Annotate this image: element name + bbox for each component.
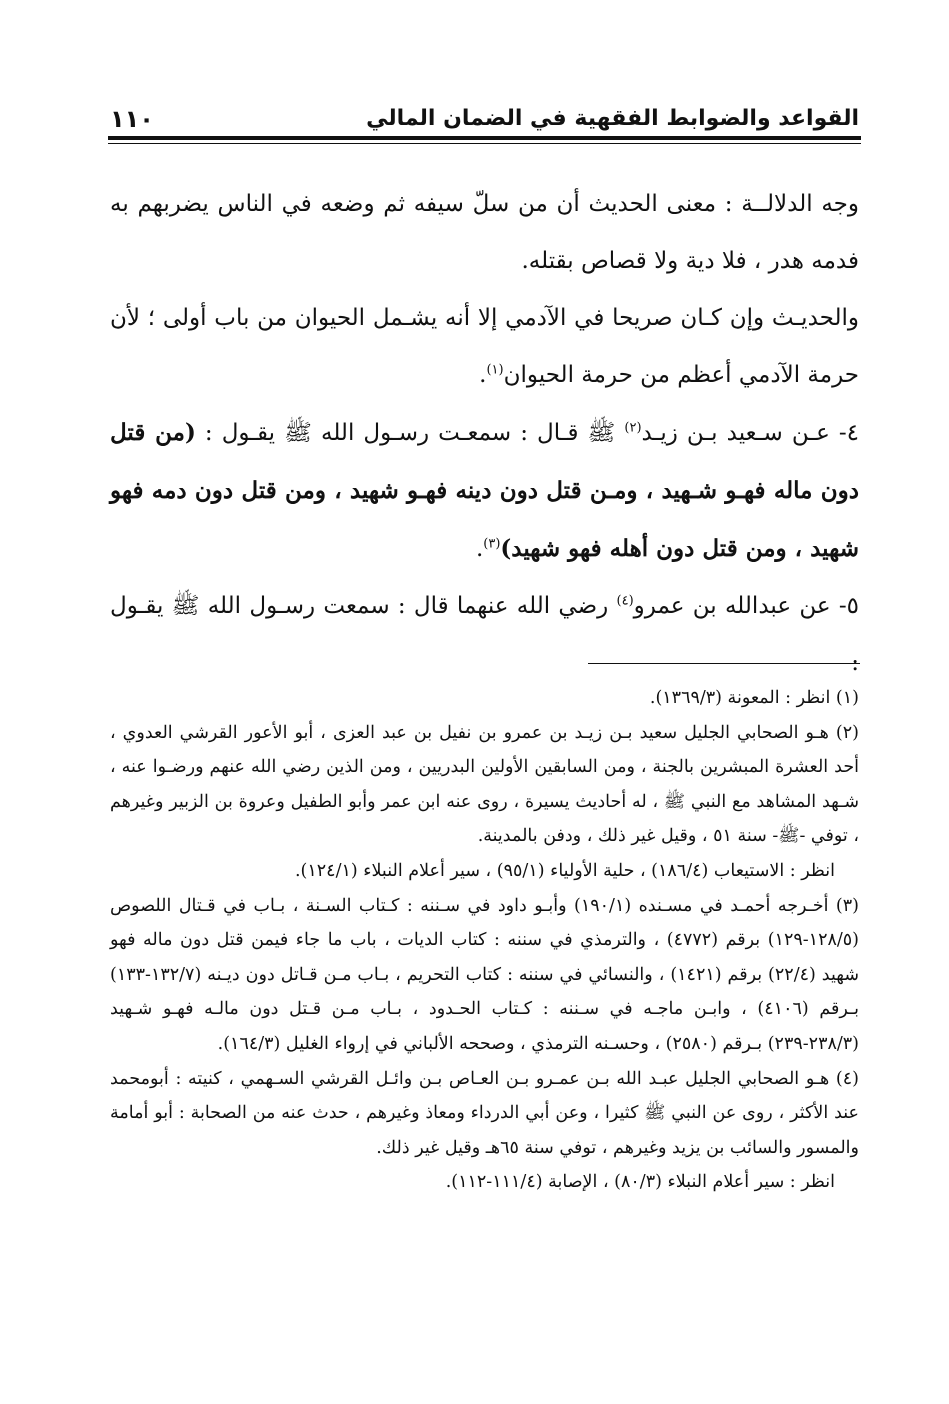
paragraph-evidence-text: وجه الدلالــة : معنى الحديث أن من سلّ سيفه ثم وضعه في الناس يضربهم به فدمه هدر ، فلا دية ولا قصاص بقتله. <box>110 191 859 274</box>
running-header <box>110 96 859 134</box>
paragraph-animals-end: . <box>479 362 487 388</box>
running-title: القواعد والضوابط الفقهية في الضمان المالي <box>366 106 859 131</box>
footnote-ref-1: (١) <box>486 362 504 378</box>
footnote-separator <box>588 663 860 664</box>
page-number: ١١٠ <box>110 105 154 133</box>
hadith-4-intro: ﷺ قـال : سمعـت رسـول الله ﷺ يقـول : <box>195 420 625 446</box>
footnote-ref-3: (٣) <box>483 536 501 552</box>
footnote-4-source: انظر : سير أعلام النبلاء (٨٠/٣) ، الإصابة (١١١/٤-١١٢). <box>445 1172 835 1193</box>
paragraph-animals-text: والحديـث وإن كـان صريحا في الآدمي إلا أنه يشـمل الحيوان من باب أولى ؛ لأن حرمة الآدمي أعظم من حرمة الحيوان <box>110 305 859 388</box>
paragraph-hadith-4 <box>110 404 859 578</box>
footnote-1: (١) انظر : المعونة (١٣٦٩/٣). <box>649 688 859 708</box>
header-rule-thin <box>108 143 861 144</box>
footnotes <box>110 681 859 1200</box>
hadith-4-text: (من قتل دون ماله فهـو شـهيد ، ومـن قتل دون دينه فهـو شهيد ، ومن قتل دون دمه فهو شهيد ، ومن قتل دون أهله فهو شهيد) <box>110 419 859 562</box>
footnote-ref-2: (٢) <box>624 420 642 436</box>
paragraph-animals <box>110 290 859 404</box>
hadith-4-narrator: ٤- عـن سـعيد بـن زيـد <box>641 420 859 446</box>
footnote-4: (٤) هـو الصحابي الجليل عبـد الله بـن عمـرو بـن العـاص بـن وائـل القرشي السـهمي ، كنيته : أبومحمد عند الأكثر ، روى عن النبي ﷺ كثيرا ، وعن أبي الدرداء ومعاذ وغيرهم ، حدث عنه من الصحابة : أبو أمامة والمسور والسائب بن يزيد وغيرهم ، توفي سنة ٦٥هـ وقيل غير ذلك. <box>110 1068 859 1158</box>
header-rule-thick <box>108 136 861 140</box>
paragraph-evidence <box>110 176 859 290</box>
hadith-4-end: . <box>475 536 484 562</box>
footnote-ref-4: (٤) <box>616 593 634 609</box>
footnote-2: (٢) هـو الصحابي الجليل سعيد بـن زيـد بن عمرو بن نفيل بن عبد العزى ، أبو الأعور القرشي العدوي ، أحد العشرة المبشرين بالجنة ، ومن السابقين الأولين البدريين ، ومن الذين رضي الله عنهم ورضـوا عنه ، شـهد المشاهد مع النبي ﷺ ، له أحاديث يسيرة ، روى عنه ابن عمر وأبو الطفيل وعروة بن الزبير وغيرهم ، توفي -ﷺ- سنة ٥١ ، وقيل غير ذلك ، ودفن بالمدينة. <box>110 722 859 847</box>
footnote-3: (٣) أخـرجه أحمـد في مسـنده (١٩٠/١) وأبـو داود في سـننه : كـتاب السـنة ، بـاب في قـتال اللصوص (١٢٨/٥-١٢٩) برقم (٤٧٧٢) ، والترمذي في سننه : كتاب الديات ، باب ما جاء فيمن قتل دون ماله فهو شهيد (٢٢/٤) برقم (١٤٢١) ، والنسائي في سننه : كتاب التحريم ، بـاب مـن قـاتل دون ديـنه (١٣٢/٧-١٣٣) بـرقم (٤١٠٦) ، وابـن ماجـه في سـننه : كـتاب الحـدود ، بـاب مـن قـتل دون مالـه فهـو شـهيد (٢٣٨/٣-٢٣٩) بـرقم (٢٥٨٠) ، وحسـنه الترمذي ، وصححه الألباني في إرواء الغليل (١٦٤/٣). <box>110 895 859 1054</box>
paragraph-hadith-5 <box>110 578 859 692</box>
footnote-2-source: انظر : الاستيعاب (١٨٦/٤) ، حلية الأولياء (٩٥/١) ، سير أعلام النبلاء (١٢٤/١). <box>294 860 835 881</box>
main-text <box>110 176 859 692</box>
hadith-5-narrator: ٥- عن عبدالله بن عمرو <box>633 593 859 619</box>
hadith-5-intro: رضي الله عنهما قال : سمعت رسـول الله ﷺ يقـول <box>110 593 609 619</box>
